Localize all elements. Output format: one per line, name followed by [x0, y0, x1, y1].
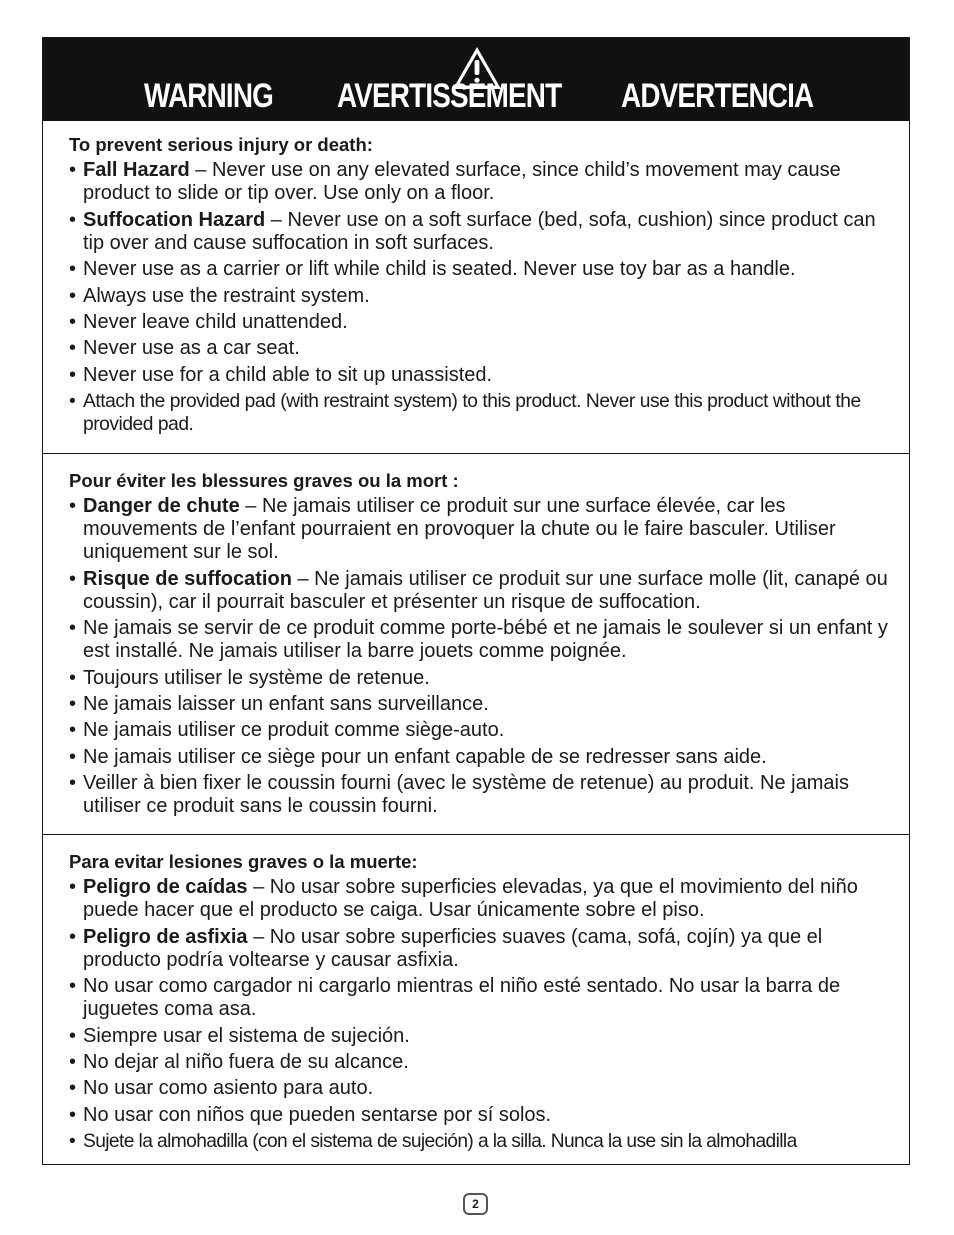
section-divider	[43, 834, 909, 835]
bullet-item: • Sujete la almohadilla (con el sistema de sujeción) a la silla. Nunca la use sin la almohadilla	[69, 1130, 895, 1153]
bullet-text: – No usar sobre superficies elevadas, ya que el movimiento del niño puede hacer que el producto se caiga. Usar únicamente sobre el piso.	[83, 876, 858, 922]
bullet-item: • Ne jamais se servir de ce produit comme porte-bébé et ne jamais le soulever si un enfant y est installé. Ne jamais utiliser la barre jouets comme poignée.	[69, 617, 895, 663]
bullet-text: Ne jamais laisser un enfant sans surveillance.	[83, 692, 489, 715]
bullet-item: • Danger de chute – Ne jamais utiliser ce produit sur une surface élevée, car les mouvements de l’enfant pourraient en provoquer la chute ou le faire basculer. Utiliser uniquement sur le sol.	[69, 495, 836, 564]
bullet-item: • Siempre usar el sistema de sujeción.	[69, 1025, 895, 1048]
section-intro: Pour éviter les blessures graves ou la mort :	[69, 470, 459, 491]
bullet-text: No usar como cargador ni cargarlo mientras el niño esté sentado. No usar la barra de juguetes coma asa.	[83, 975, 841, 1021]
bullet-item: • Peligro de caídas – No usar sobre superficies elevadas, ya que el movimiento del niño puede hacer que el producto se caiga. Usar únicamente sobre el piso.	[69, 876, 858, 922]
bullet-text: Always use the restraint system.	[83, 284, 370, 307]
bullet-text: Never use for a child able to sit up unassisted.	[83, 363, 493, 386]
bullet-item: • Ne jamais utiliser ce produit comme siège-auto.	[69, 719, 895, 742]
bullet-text: Never use as a carrier or lift while child is seated. Never use toy bar as a handle.	[83, 258, 796, 281]
warning-box	[42, 37, 910, 1165]
bullet-item: • Ne jamais laisser un enfant sans surveillance.	[69, 693, 895, 716]
bullet-text: Siempre usar el sistema de sujeción.	[83, 1024, 410, 1047]
bullet-text: Ne jamais utiliser ce siège pour un enfant capable de se redresser sans aide.	[83, 745, 767, 768]
bullet-item: • Never leave child unattended.	[69, 311, 895, 334]
section-intro: Para evitar lesiones graves o la muerte:	[69, 851, 418, 872]
bullet-item: • No usar como cargador ni cargarlo mientras el niño esté sentado. No usar la barra de juguetes coma asa.	[69, 975, 895, 1021]
bullet-text: No usar con niños que pueden sentarse por sí solos.	[83, 1103, 552, 1126]
bullet-item: • Veiller à bien fixer le coussin fourni (avec le système de retenue) au produit. Ne jamais utiliser ce produit sans le coussin fourni.	[69, 772, 895, 818]
bullet-text: Ne jamais utiliser ce produit comme siège-auto.	[83, 719, 505, 742]
page-number: 2	[463, 1193, 488, 1215]
bullet-text: – Ne jamais utiliser ce produit sur une surface molle (lit, canapé ou coussin), car il pourrait basculer et présenter un risque de suffocation.	[83, 567, 888, 613]
bullet-text: – Never use on a soft surface (bed, sofa, cushion) since product can tip over and cause suffocation in soft surfaces.	[83, 208, 876, 254]
bullet-text: No usar como asiento para auto.	[83, 1077, 374, 1100]
bullet-lead: Peligro de caídas	[83, 876, 248, 899]
section-divider	[43, 453, 909, 454]
bullet-lead: Fall Hazard	[83, 159, 190, 182]
bullet-lead: Suffocation Hazard	[83, 208, 266, 231]
bullet-item: • Fall Hazard – Never use on any elevated surface, since child’s movement may cause product to slide or tip over. Use only on a floor.	[69, 159, 841, 205]
header-word-advertencia: ADVERTENCIA	[621, 77, 814, 115]
bullet-text: – No usar sobre superficies suaves (cama, sofá, cojín) ya que el producto podría voltearse y causar asfixia.	[83, 925, 823, 971]
bullet-item: • Risque de suffocation – Ne jamais utiliser ce produit sur une surface molle (lit, canapé ou coussin), car il pourrait basculer et présenter un risque de suffocation.	[69, 567, 888, 613]
bullet-item: • No usar con niños que pueden sentarse por sí solos.	[69, 1104, 895, 1127]
bullet-item: • Never use as a carrier or lift while child is seated. Never use toy bar as a handle.	[69, 258, 895, 281]
header-word-avertissement: AVERTISSEMENT	[337, 77, 562, 115]
bullet-item: • No dejar al niño fuera de su alcance.	[69, 1051, 895, 1074]
bullet-text: – Ne jamais utiliser ce produit sur une surface élevée, car les mouvements de l’enfant pourraient en provoquer la chute ou le faire basculer. Utiliser uniquement sur le sol.	[83, 495, 836, 564]
bullet-text: Toujours utiliser le système de retenue.	[83, 666, 430, 689]
bullet-item: • No usar como asiento para auto.	[69, 1077, 895, 1100]
bullet-item: • Toujours utiliser le système de retenue.	[69, 667, 895, 690]
bullet-lead: Peligro de asfixia	[83, 925, 248, 948]
bullet-text: Veiller à bien fixer le coussin fourni (avec le système de retenue) au produit. Ne jamais utiliser ce produit sans le coussin fourni.	[83, 772, 849, 818]
header-word-warning: WARNING	[144, 77, 274, 115]
bullet-text: Never use as a car seat.	[83, 337, 300, 360]
section-english	[43, 133, 909, 436]
bullet-text: Never leave child unattended.	[83, 310, 348, 333]
bullet-lead: Danger de chute	[83, 495, 240, 518]
warning-header	[43, 38, 909, 121]
bullet-text: Sujete la almohadilla (con el sistema de sujeción) a la silla. Nunca la use sin la almohadilla	[83, 1131, 797, 1153]
section-spanish	[43, 850, 909, 1153]
bullet-item: • Never use as a car seat.	[69, 337, 895, 360]
bullet-item: • Attach the provided pad (with restraint system) to this product. Never use this product without the provided pad.	[69, 390, 895, 436]
section-french	[43, 469, 909, 818]
bullet-item: • Always use the restraint system.	[69, 285, 895, 308]
section-intro: To prevent serious injury or death:	[69, 134, 373, 155]
bullet-text: No dejar al niño fuera de su alcance.	[83, 1050, 409, 1073]
bullet-item: • Ne jamais utiliser ce siège pour un enfant capable de se redresser sans aide.	[69, 746, 895, 769]
bullet-item: • Peligro de asfixia – No usar sobre superficies suaves (cama, sofá, cojín) ya que el producto podría voltearse y causar asfixia.	[69, 925, 823, 971]
bullet-lead: Risque de suffocation	[83, 567, 292, 590]
bullet-text: – Never use on any elevated surface, since child’s movement may cause product to slide or tip over. Use only on a floor.	[83, 159, 841, 205]
bullet-text: Attach the provided pad (with restraint system) to this product. Never use this product without the provided pad.	[83, 391, 861, 436]
bullet-item: • Suffocation Hazard – Never use on a soft surface (bed, sofa, cushion) since product can tip over and cause suffocation in soft surfaces.	[69, 208, 876, 254]
bullet-text: Ne jamais se servir de ce produit comme porte-bébé et ne jamais le soulever si un enfant y est installé. Ne jamais utiliser la barre jouets comme poignée.	[83, 617, 888, 663]
bullet-item: • Never use for a child able to sit up unassisted.	[69, 364, 895, 387]
